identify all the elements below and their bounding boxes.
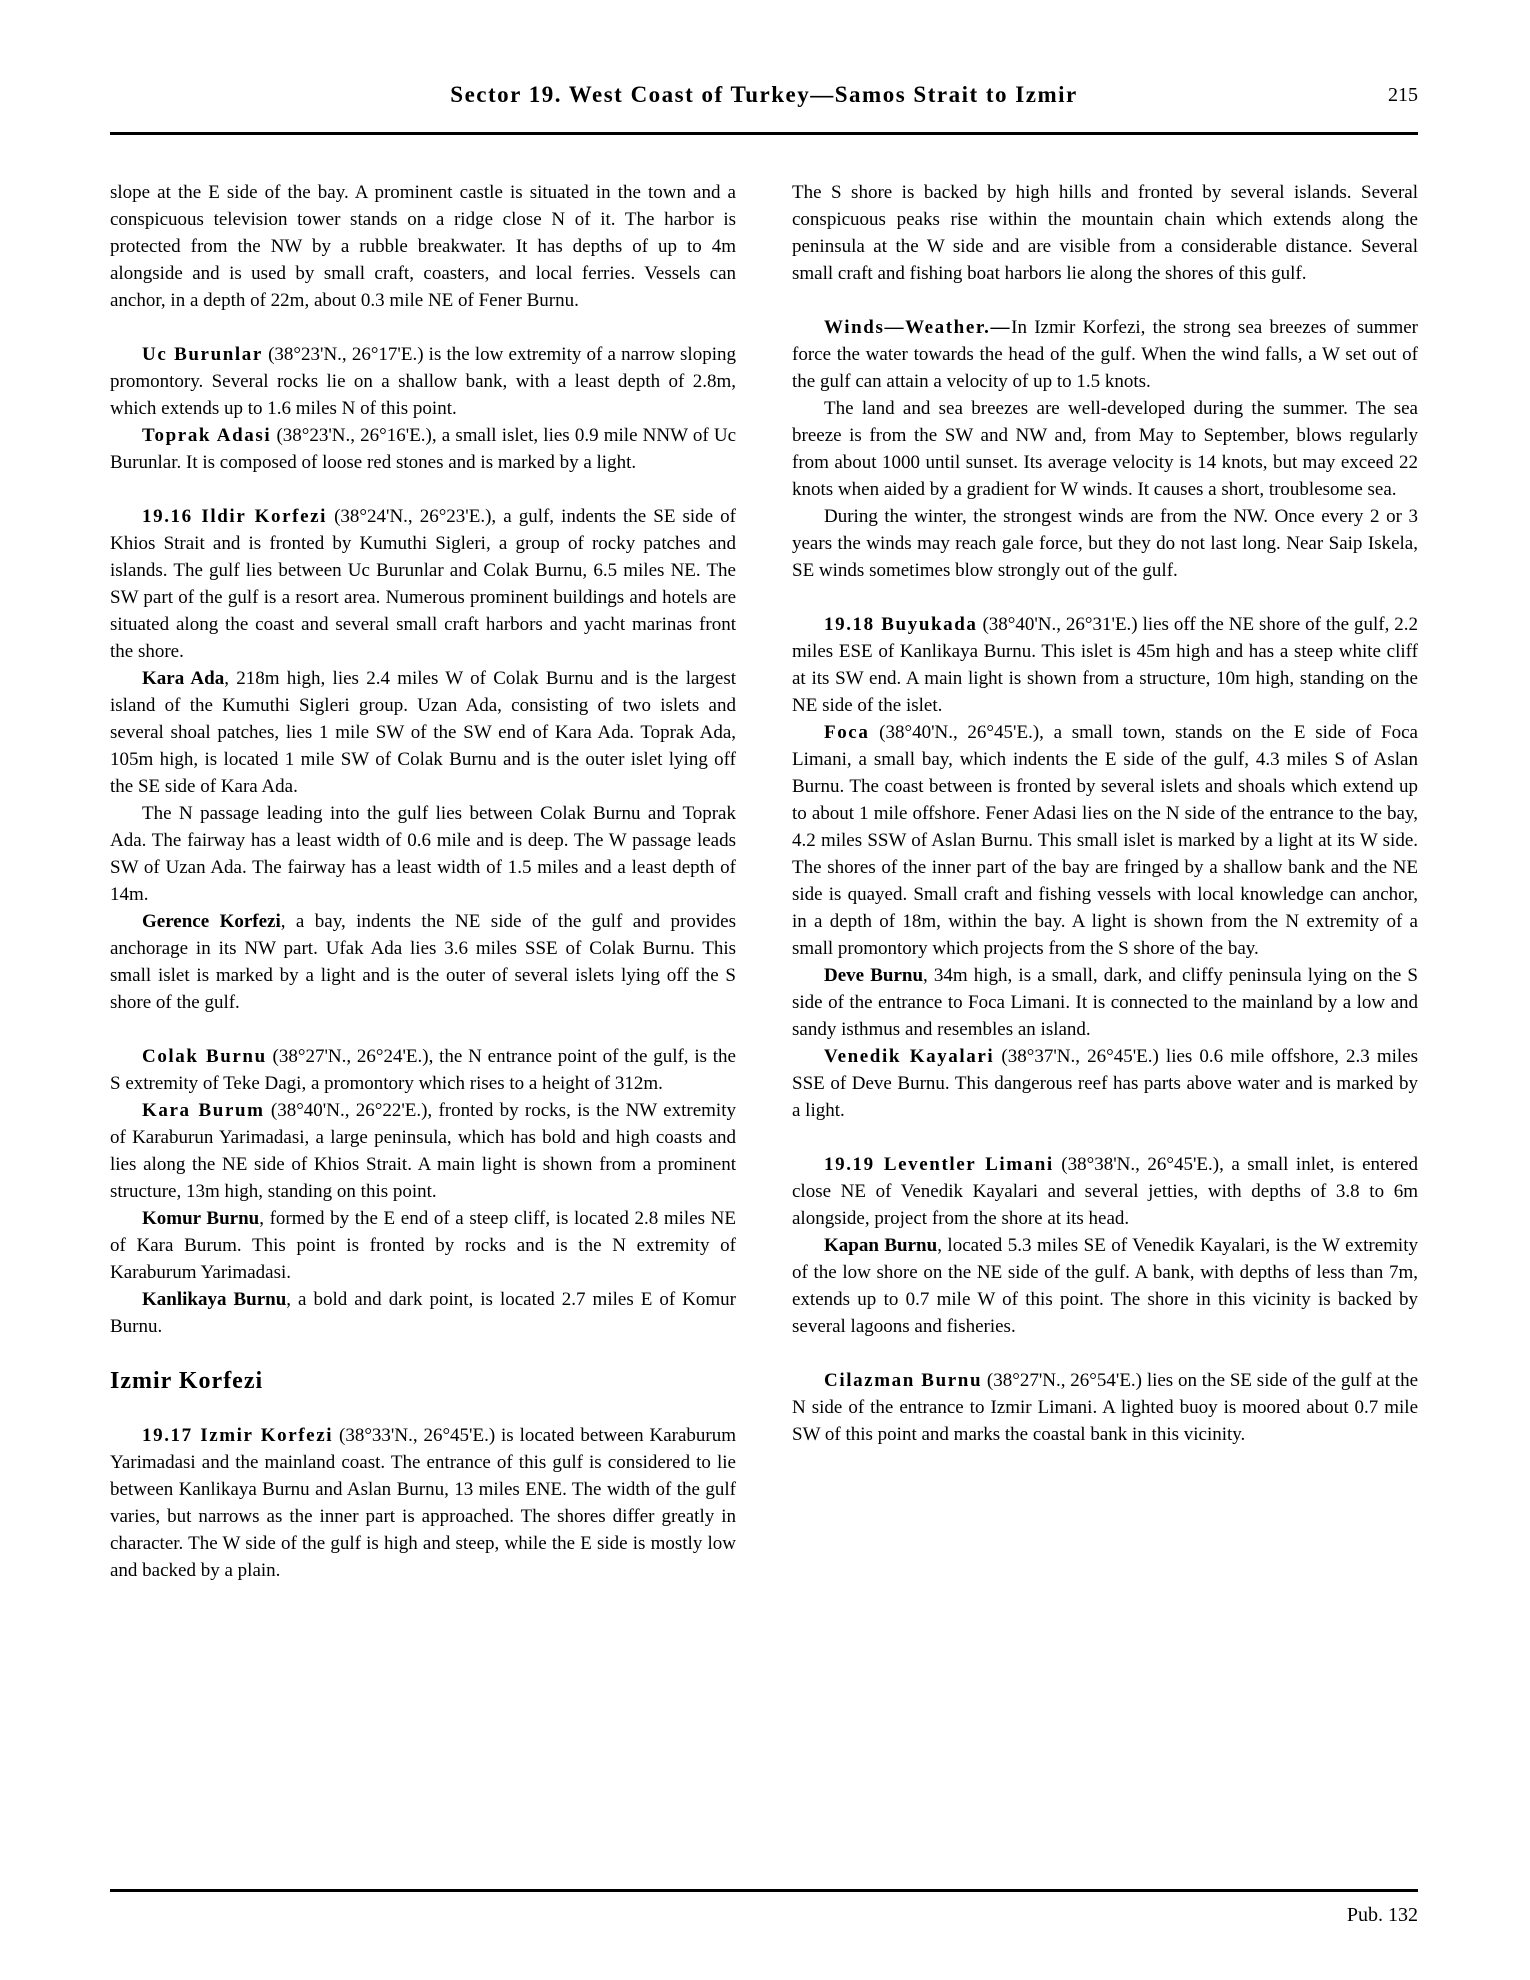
place-name: Colak Burnu xyxy=(142,1046,267,1067)
paragraph: 19.18 Buyukada (38°40'N., 26°31'E.) lies off the NE shore of the gulf, 2.2 miles ESE of Kanlikaya Burnu. This islet is 45m high and has a steep white cliff at its SW end. A main light is shown from a structure, 10m high, standing on the NE side of the islet. xyxy=(792,614,1418,716)
place-name: Toprak Adasi xyxy=(142,425,272,446)
paragraph: Venedik Kayalari (38°37'N., 26°45'E.) lies 0.6 mile offshore, 2.3 miles SSE of Deve Burnu. This dangerous reef has parts above water and is marked by a light. xyxy=(792,1046,1418,1121)
place-name: Uc Burunlar xyxy=(142,344,263,365)
place-name: Winds—Weather.— xyxy=(824,317,1012,338)
right-column xyxy=(792,179,1418,1584)
place-name: Kanlikaya Burnu xyxy=(142,1289,287,1310)
paragraph: Kara Burum (38°40'N., 26°22'E.), fronted by rocks, is the NW extremity of Karaburun Yarimadasi, a large peninsula, which has bold and high coasts and lies along the NE side of Khios Strait. A main light is shown from a prominent structure, 13m high, standing on this point. xyxy=(110,1100,736,1202)
place-name: 19.17 Izmir Korfezi xyxy=(142,1425,334,1446)
header-row xyxy=(110,80,1418,110)
paragraph: Toprak Adasi (38°23'N., 26°16'E.), a small islet, lies 0.9 mile NNW of Uc Burunlar. It is composed of loose red stones and is marked by a light. xyxy=(110,425,737,473)
paragraph: The land and sea breezes are well-developed during the summer. The sea breeze is from the SW and NW and, from May to September, blows regularly from about 1000 until sunset. Its average velocity is 14 knots, but may exceed 22 knots when aided by a gradient for W winds. It causes a short, troublesome sea. xyxy=(792,398,1418,500)
header-rule xyxy=(110,132,1418,135)
paragraph: Deve Burnu, 34m high, is a small, dark, and cliffy peninsula lying on the S side of the entrance to Foca Limani. It is connected to the mainland by a low and sandy isthmus and resembles an island. xyxy=(792,965,1418,1040)
paragraph: Gerence Korfezi, a bay, indents the NE side of the gulf and provides anchorage in its NW part. Ufak Ada lies 3.6 miles SSE of Colak Burnu. This small islet is marked by a light and is the outer of several islets lying off the S shore of the gulf. xyxy=(110,911,736,1013)
left-column xyxy=(110,179,736,1584)
paragraph: The S shore is backed by high hills and fronted by several islands. Several conspicuous peaks rise within the mountain chain which extends along the peninsula at the W side and are visible from a considerable distance. Several small craft and fishing boat harbors lie along the shores of this gulf. xyxy=(792,182,1418,284)
place-name: Deve Burnu xyxy=(824,965,924,986)
place-name: 19.19 Leventler Limani xyxy=(824,1154,1054,1175)
paragraph: slope at the E side of the bay. A prominent castle is situated in the town and a conspicuous television tower stands on a ridge close N of it. The harbor is protected from the NW by a rubble breakwater. It has depths of up to 4m alongside and is used by small craft, coasters, and local ferries. Vessels can anchor, in a depth of 22m, about 0.3 mile NE of Fener Burnu. xyxy=(110,182,736,311)
paragraph: During the winter, the strongest winds are from the NW. Once every 2 or 3 years the winds may reach gale force, but they do not last long. Near Saip Iskela, SE winds sometimes blow strongly out of the gulf. xyxy=(792,506,1418,581)
place-name: 19.16 Ildir Korfezi xyxy=(142,506,328,527)
text-columns xyxy=(110,179,1418,1584)
place-name: Cilazman Burnu xyxy=(824,1370,983,1391)
page-footer xyxy=(110,1889,1418,1928)
paragraph: Winds—Weather.—In Izmir Korfezi, the strong sea breezes of summer force the water towards the head of the gulf. When the wind falls, a W set out of the gulf can attain a velocity of up to 1.5 knots. xyxy=(792,317,1418,392)
place-name: Kara Ada xyxy=(142,668,225,689)
page-number: 215 xyxy=(1388,84,1418,106)
place-name: 19.18 Buyukada xyxy=(824,614,978,635)
paragraph: Kanlikaya Burnu, a bold and dark point, is located 2.7 miles E of Komur Burnu. xyxy=(110,1289,736,1337)
paragraph: 19.17 Izmir Korfezi (38°33'N., 26°45'E.) is located between Karaburum Yarimadasi and the mainland coast. The entrance of this gulf is considered to lie between Kanlikaya Burnu and Aslan Burnu, 13 miles ENE. The width of the gulf varies, but narrows as the inner part is approached. The shores differ greatly in character. The W side of the gulf is high and steep, while the E side is mostly low and backed by a plain. xyxy=(110,1425,737,1581)
page-header xyxy=(110,80,1418,135)
place-name: Komur Burnu xyxy=(142,1208,260,1229)
place-name: Foca xyxy=(824,722,870,743)
paragraph: Foca (38°40'N., 26°45'E.), a small town, stands on the E side of Foca Limani, a small bay, which indents the E side of the gulf, 4.3 miles S of Aslan Burnu. The coast between is fronted by several islets and shoals which extend up to about 1 mile offshore. Fener Adasi lies on the N side of the entrance to the bay, 4.2 miles SSW of Aslan Burnu. This small islet is marked by a light at its W side. The shores of the inner part of the bay are fringed by a shallow bank and the NE side is quayed. Small craft and fishing vessels with local knowledge can anchor, in a depth of 18m, within the bay. A light is shown from the N extremity of a small promontory which projects from the S shore of the bay. xyxy=(792,722,1418,959)
place-name: Gerence Korfezi xyxy=(142,911,281,932)
section-title: Sector 19. West Coast of Turkey—Samos Strait to Izmir xyxy=(450,82,1078,107)
paragraph: The N passage leading into the gulf lies between Colak Burnu and Toprak Ada. The fairway has a least width of 0.6 mile and is deep. The W passage leads SW of Uzan Ada. The fairway has a least width of 1.5 miles and a least depth of 14m. xyxy=(110,803,736,905)
publication-label: Pub. 132 xyxy=(1346,1904,1418,1926)
paragraph: Colak Burnu (38°27'N., 26°24'E.), the N entrance point of the gulf, is the S extremity of Teke Dagi, a promontory which rises to a height of 312m. xyxy=(110,1046,736,1094)
place-name: Venedik Kayalari xyxy=(824,1046,995,1067)
paragraph: Uc Burunlar (38°23'N., 26°17'E.) is the low extremity of a narrow sloping promontory. Several rocks lie on a shallow bank, with a least depth of 2.8m, which extends up to 1.6 miles N of this point. xyxy=(110,344,736,419)
place-name: Kara Burum xyxy=(142,1100,265,1121)
place-name: Kapan Burnu xyxy=(824,1235,938,1256)
paragraph: Cilazman Burnu (38°27'N., 26°54'E.) lies on the SE side of the gulf at the N side of the entrance to Izmir Limani. A lighted buoy is moored about 0.7 mile SW of this point and marks the coastal bank in this vicinity. xyxy=(792,1370,1419,1445)
footer-rule xyxy=(110,1889,1418,1892)
paragraph: 19.16 Ildir Korfezi (38°24'N., 26°23'E.), a gulf, indents the SE side of Khios Strait and is fronted by Kumuthi Sigleri, a group of rocky patches and islands. The gulf lies between Uc Burunlar and Colak Burnu, 6.5 miles NE. The SW part of the gulf is a resort area. Numerous prominent buildings and hotels are situated along the coast and several small craft harbors and yacht marinas front the shore. xyxy=(110,506,736,662)
section-heading: Izmir Korfezi xyxy=(110,1368,264,1394)
paragraph: Komur Burnu, formed by the E end of a steep cliff, is located 2.8 miles NE of Kara Burum. This point is fronted by rocks and is the N extremity of Karaburum Yarimadasi. xyxy=(110,1208,736,1283)
paragraph: Kapan Burnu, located 5.3 miles SE of Venedik Kayalari, is the W extremity of the low shore on the NE side of the gulf. A bank, with depths of less than 7m, extends up to 0.7 mile W of this point. The shore in this vicinity is backed by several lagoons and fisheries. xyxy=(792,1235,1418,1337)
paragraph: Kara Ada, 218m high, lies 2.4 miles W of Colak Burnu and is the largest island of the Kumuthi Sigleri group. Uzan Ada, consisting of two islets and several shoal patches, lies 1 mile SW of the SW end of Kara Ada. Toprak Ada, 105m high, is located 1 mile SW of Colak Burnu and is the outer islet lying off the SE side of Kara Ada. xyxy=(110,668,737,797)
paragraph: 19.19 Leventler Limani (38°38'N., 26°45'E.), a small inlet, is entered close NE of Venedik Kayalari and several jetties, with depths of 3.8 to 6m alongside, project from the shore at its head. xyxy=(792,1154,1419,1229)
